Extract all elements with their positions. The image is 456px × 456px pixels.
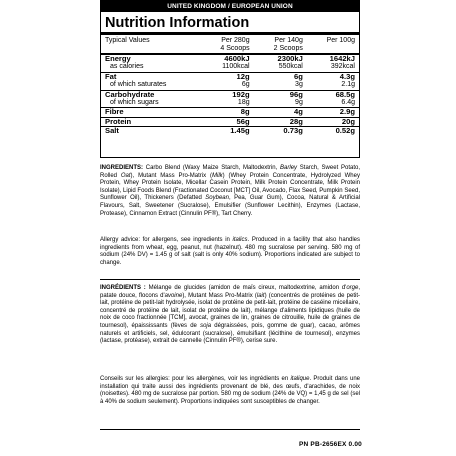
- panel-title: Nutrition Information: [105, 15, 250, 31]
- row-label: Fibre: [101, 108, 200, 117]
- allergy-italic-word: italics: [232, 237, 248, 243]
- allergy-advice-english: [100, 237, 360, 267]
- nutrition-panel: [100, 0, 360, 158]
- row-value-280g: 12g: [200, 72, 253, 81]
- row-label: of which saturates: [110, 81, 167, 89]
- header-per-140g: [254, 35, 307, 54]
- row-value-100g: 2.9g: [307, 108, 359, 117]
- ingredients-text: , Pea, Guar Gum), Cocoa, Natural & Artificial Flavours, Salt, Sweetener (Sucralose), Emulsifier (Sunflower Lecithin), Enzymes (Lactase, Protease), Cinnamon Extract (Cinnulin PF®), Tart Cherry.: [100, 195, 360, 217]
- allergy-advice-french: [100, 376, 360, 406]
- row-value-100g: 0.52g: [307, 127, 359, 136]
- allergen-text: Oat: [120, 172, 131, 179]
- row-value-140g: 6g: [254, 72, 307, 81]
- header-typical-values: Typical Values: [105, 37, 150, 44]
- row-value-280g: 6g: [241, 81, 250, 89]
- row-value-100g: 1642kJ: [307, 54, 359, 63]
- allergen-text: lait: [256, 292, 265, 299]
- row-value-100g: 68.5g: [307, 90, 359, 99]
- ingredients-text: ) (concentrés de protéines de petit-lait, protéine de petit-lait hydrolysée, isolat de protéine de petit-lait, protéine de caséine micellaire, concentré de protéine de lait, isolat de protéine de lait), mélange d'aliments lipidiques (huile de noix de coco fractionnée [TCM], avocat, graines de lin, graines de citrouille, huile de graines de tournesol), épaississants (fèves de: [100, 292, 360, 329]
- header-per-140g-amount: Per 140g: [274, 37, 303, 44]
- row-label: Carbohydrate: [101, 90, 200, 99]
- ingredients-text: ), Mutant Mass Pro-Matrix (: [130, 172, 212, 179]
- ingredients-english: [100, 165, 360, 218]
- allergy-text: Allergy advice: for allergens, see ingredients in: [100, 237, 233, 243]
- allergen-text: avoine: [164, 292, 183, 299]
- row-label: Energy: [101, 54, 200, 63]
- nutrition-label: [100, 0, 362, 456]
- row-value-280g: 56g: [200, 117, 253, 126]
- allergy-text: . Produit dans une installation qui traite aussi des ingrédients provenant de blé, des œufs, d'arachides, de noix (noisettes). 480 mg de sucralose par portion. 580 mg de sodium (24% de VQ) = 1,45 g de sel (sel à 40% de sodium seulement). Proportions indiquées sont susceptibles de changer.: [100, 376, 360, 405]
- row-value-280g: 4600kJ: [200, 54, 253, 63]
- row-label: Protein: [101, 117, 200, 126]
- allergen-text: Soybean: [205, 195, 229, 202]
- table-row: [101, 54, 359, 63]
- table-row: [101, 99, 359, 108]
- row-value-140g: 3g: [295, 81, 303, 89]
- header-per-140g-scoops: 2 Scoops: [273, 45, 303, 52]
- header-per-280g-amount: Per 280g: [221, 37, 250, 44]
- allergy-italic-word: italique: [290, 376, 310, 382]
- row-value-140g: 9g: [295, 99, 303, 107]
- region-banner: UNITED KINGDOM / EUROPEAN UNION: [101, 1, 359, 12]
- allergy-text: . Produced in a facility that also handles ingredients from wheat, egg, peanut, nut (hazelnut). 480 mg sucralose per serving. 580 mg of sodium (24% DV) = 1.45 g of salt (salt is only 40% sodium). Proportions indicated are subject to change.: [100, 237, 361, 266]
- header-per-280g-scoops: 4 Scoops: [220, 45, 250, 52]
- row-value-280g: 8g: [200, 108, 253, 117]
- row-value-140g: 28g: [254, 117, 307, 126]
- table-row: [101, 108, 359, 117]
- ingredients-heading: INGREDIENTS:: [100, 165, 144, 171]
- row-value-100g: 6.4g: [341, 99, 355, 107]
- row-value-140g: 2300kJ: [254, 54, 307, 63]
- table-row: [101, 127, 359, 136]
- row-value-100g: 20g: [307, 117, 359, 126]
- row-label: as calories: [110, 63, 144, 71]
- table-header-row: [101, 35, 359, 54]
- header-per-280g: [200, 35, 253, 54]
- footer-divider: [100, 429, 360, 430]
- row-value-280g: 1.45g: [200, 127, 253, 136]
- ingredients-text: Mélange de glucides (amidon de maïs cireux, maltodextrine, amidon d': [145, 285, 347, 291]
- allergy-text: Conseils sur les allergies: pour les allergènes, voir les ingrédients en: [100, 376, 291, 382]
- ingredients-french: [100, 285, 360, 346]
- row-label: Salt: [101, 127, 200, 136]
- row-value-100g: 2.1g: [341, 81, 355, 89]
- nutrition-table: [101, 35, 359, 136]
- row-value-140g: 550kcal: [278, 63, 303, 71]
- header-per-100g: Per 100g: [326, 37, 355, 44]
- ingredients-text: Starch, Sweet Potato, Rolled: [100, 165, 360, 179]
- table-row: [101, 72, 359, 81]
- row-value-140g: 0.73g: [254, 127, 307, 136]
- part-number: PN PB-2656EX 0.00: [298, 441, 362, 448]
- allergen-text: Barley: [280, 165, 298, 171]
- row-value-100g: 4.3g: [307, 72, 359, 81]
- ingredients-text: ), Mutant Mass Pro-Matrix (: [182, 292, 257, 299]
- table-row: [101, 63, 359, 72]
- row-value-140g: 4g: [254, 108, 307, 117]
- ingredients-text: dégraissées, pois, gomme de guar), cacao, arômes naturels et artificiels, sel, édulcorant (sucralose), émulsifiant (lécithine de tournesol), enzymes (lactase, protéase), extrait de cannelle (Cinnulin PF®), cerise sure.: [100, 322, 360, 345]
- section-divider: [100, 279, 360, 280]
- ingredients-text: Carbo Blend (Waxy Maize Starch, Maltodextrin,: [143, 165, 281, 171]
- row-label: Fat: [101, 72, 200, 81]
- row-value-140g: 96g: [254, 90, 307, 99]
- row-label: of which sugars: [110, 99, 159, 107]
- allergen-text: orge: [346, 285, 359, 291]
- row-value-280g: 192g: [200, 90, 253, 99]
- table-row: [101, 81, 359, 90]
- ingredients-text: , patate douce, flocons d': [100, 285, 360, 299]
- ingredients-text: ) (Whey Protein Concentrate, Hydrolyzed Whey Protein, Whey Protein Isolate, Micellar Casein Protein, Milk Protein Concentrate, Milk Protein Isolate), Lipid Foods Blend (Fractionated Coconut [MCT] Oil, Avocado, Flax Seed, Pumpkin Seed, Sunflower Oil), Thickeners (Defatted: [100, 172, 360, 202]
- row-value-280g: 18g: [237, 99, 250, 107]
- row-value-280g: 1100kcal: [222, 63, 250, 71]
- allergen-text: soja: [200, 322, 212, 329]
- ingredients-heading: INGRÉDIENTS :: [100, 285, 146, 291]
- table-row: [101, 90, 359, 99]
- allergen-text: Milk: [211, 172, 223, 179]
- row-value-100g: 392kcal: [330, 63, 355, 71]
